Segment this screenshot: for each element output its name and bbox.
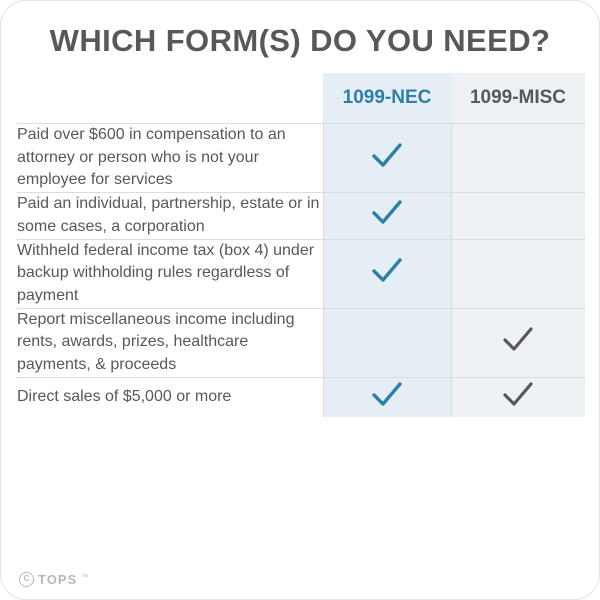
checkmark-icon (370, 139, 404, 173)
table-row (17, 308, 585, 377)
column-header-1099-nec: 1099-NEC (323, 73, 451, 124)
cell-1099-nec (323, 377, 451, 417)
checkmark-icon (370, 196, 404, 230)
checkmark-icon (370, 378, 404, 412)
cell-1099-misc (451, 239, 585, 308)
column-header-description (17, 73, 323, 124)
forms-comparison-table (17, 73, 585, 417)
cell-1099-misc (451, 308, 585, 377)
cell-1099-nec (323, 239, 451, 308)
cell-1099-nec (323, 124, 451, 193)
table-row (17, 193, 585, 239)
cell-1099-misc (451, 124, 585, 193)
brand-footer (19, 572, 88, 587)
table-row (17, 377, 585, 417)
page-title: WHICH FORM(S) DO YOU NEED? (49, 23, 551, 58)
trademark-symbol: ™ (81, 574, 89, 581)
row-description: Report miscellaneous income including rents, awards, prizes, healthcare payments, & proceeds (17, 308, 323, 377)
row-description: Paid an individual, partnership, estate or in some cases, a corporation (17, 193, 323, 239)
checkmark-icon (501, 378, 535, 412)
table-row (17, 124, 585, 193)
brand-name: TOPS (38, 572, 78, 587)
checkmark-icon (501, 323, 535, 357)
table-row (17, 239, 585, 308)
cell-1099-nec (323, 193, 451, 239)
column-header-1099-misc: 1099-MISC (451, 73, 585, 124)
table-header-row (17, 73, 585, 124)
cell-1099-nec (323, 308, 451, 377)
row-description: Paid over $600 in compensation to an attorney or person who is not your employee for services (17, 124, 323, 193)
cell-1099-misc (451, 193, 585, 239)
copyright-icon: C (19, 572, 34, 587)
row-description: Withheld federal income tax (box 4) under backup withholding rules regardless of payment (17, 239, 323, 308)
row-description: Direct sales of $5,000 or more (17, 388, 232, 406)
cell-1099-misc (451, 377, 585, 417)
checkmark-icon (370, 254, 404, 288)
